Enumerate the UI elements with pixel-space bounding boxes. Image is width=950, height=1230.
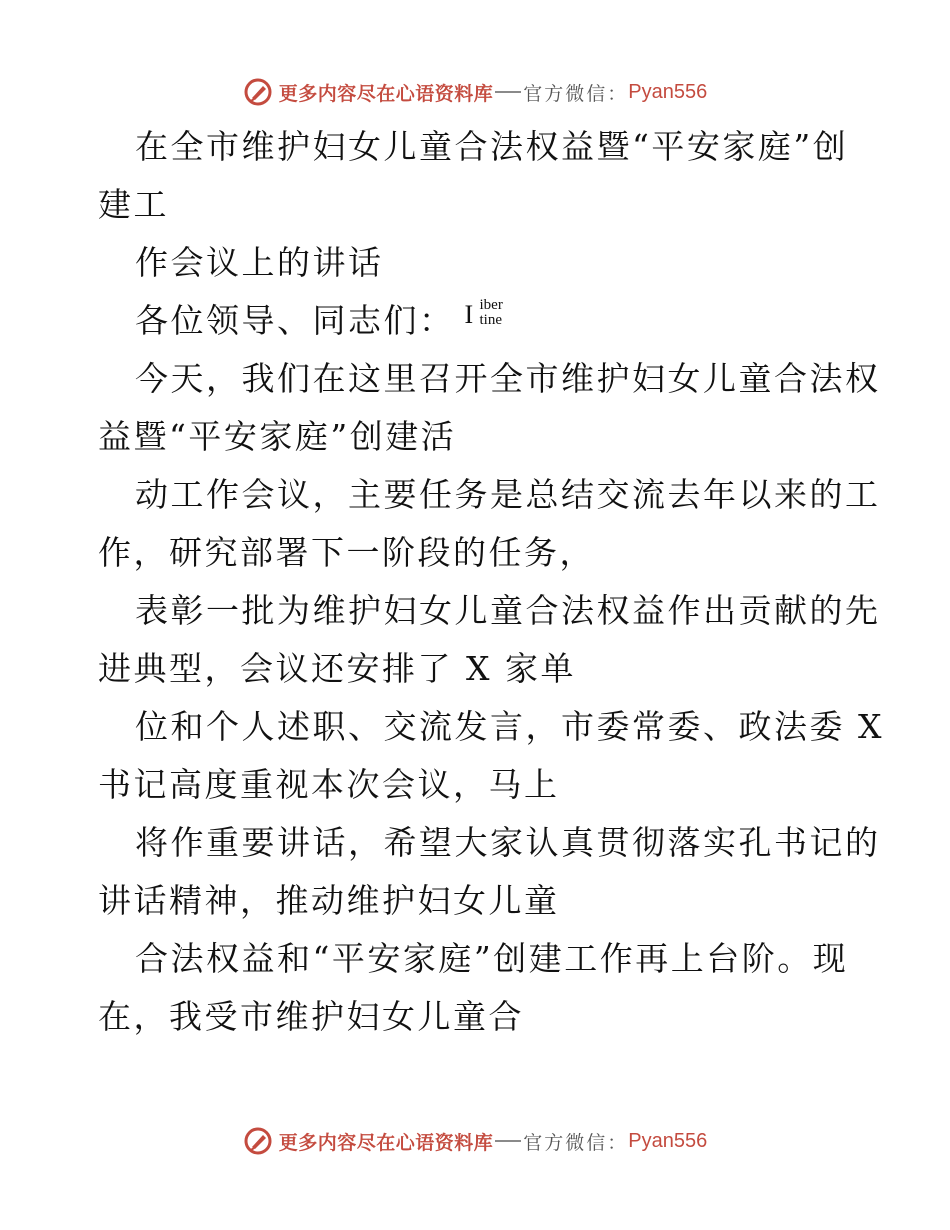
paragraph-line: 将作重要讲话，希望大家认真贯彻落实孔书记的 [135,823,881,862]
title-line-2: 建工 [98,185,169,224]
document-body [98,118,884,1046]
paragraph-line: 讲话精神，推动维护妇女儿童 [98,881,560,920]
title-line-1: 在全市维护妇女儿童合法权益暨“平安家庭”创 [135,127,849,166]
quill-circle-icon [243,77,273,107]
paragraph-line: 合法权益和“平安家庭”创建工作再上台阶。现 [135,939,849,978]
banner-dash [495,91,521,93]
paragraph-line: 进典型，会议还安排了 X 家单 [98,649,576,688]
banner-brand-text: 更多内容尽在心语资料库 [278,82,494,105]
quill-circle-icon [243,1126,273,1156]
inline-mark-sub: tine [479,312,502,328]
banner-wechat-id: Pyan556 [628,1129,708,1152]
banner-wechat-label: 官方微信： [523,1131,629,1154]
banner-wechat-id: Pyan556 [628,80,708,103]
paragraph-line: 在，我受市维护妇女儿童合 [98,997,524,1036]
inline-mark-big: I [464,300,474,329]
banner-brand-text: 更多内容尽在心语资料库 [278,1131,494,1154]
paragraph-line: 益暨“平安家庭”创建活 [98,417,457,456]
title-line-3: 作会议上的讲话 [135,243,384,282]
salutation-text: 各位领导、同志们： [135,301,455,340]
banner-dash [495,1140,521,1142]
salutation-line [98,292,858,350]
footer-banner [0,1121,950,1161]
paragraph-line: 动工作会议，主要任务是总结交流去年以来的工 [135,475,881,514]
paragraph-line: 书记高度重视本次会议，马上 [98,765,560,804]
paragraph-line: 表彰一批为维护妇女儿童合法权益作出贡献的先 [135,591,881,630]
header-banner [0,72,950,112]
banner-wechat-label: 官方微信： [523,82,629,105]
inline-mark-sup: iber [479,297,503,313]
paragraph-line: 位和个人述职、交流发言，市委常委、政法委 X [135,707,884,746]
inline-mark [465,298,515,338]
paragraph-line: 作，研究部署下一阶段的任务， [98,533,595,572]
paragraph-line: 今天，我们在这里召开全市维护妇女儿童合法权 [135,359,881,398]
